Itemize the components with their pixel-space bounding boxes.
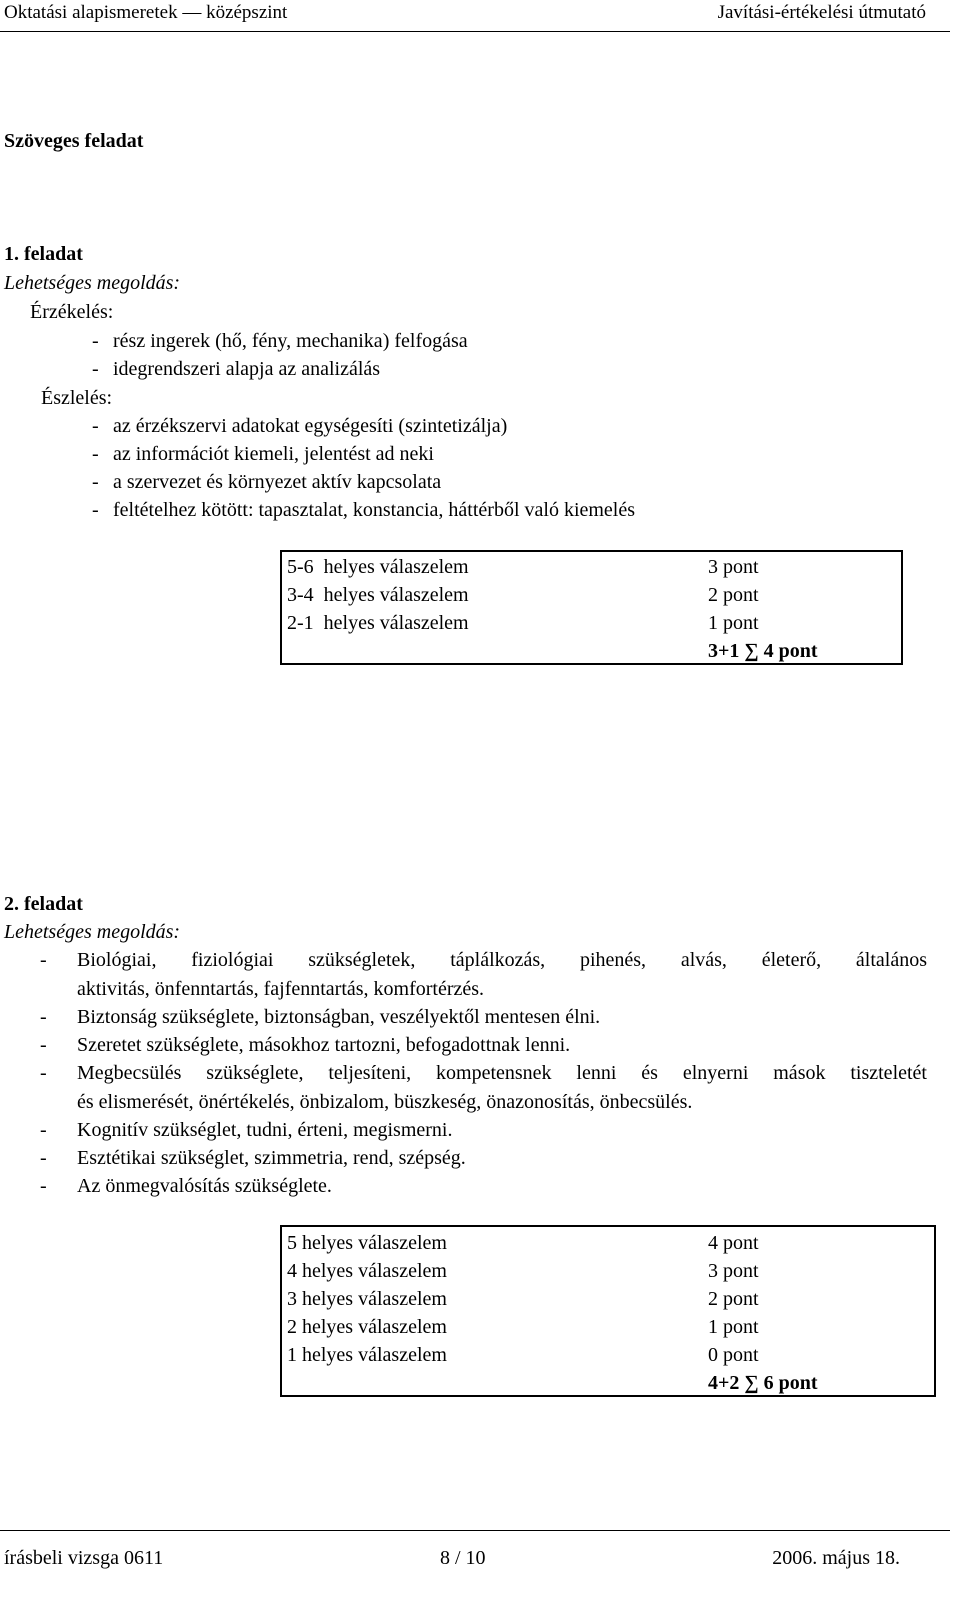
task2-scoring-points: 4 pont [708, 1232, 759, 1254]
task2-title: 2. feladat [4, 893, 83, 915]
task1-title: 1. feladat [4, 243, 83, 265]
header-rule [0, 31, 950, 32]
task2-bullet: - [40, 1147, 47, 1169]
task2-bullet: - [40, 1034, 47, 1056]
task1-bullet: - [92, 415, 99, 437]
task2-scoring-label: 1 helyes válaszelem [287, 1344, 447, 1366]
footer-left: írásbeli vizsga 0611 [4, 1547, 164, 1569]
task2-scoring-label: 2 helyes válaszelem [287, 1316, 447, 1338]
task1-bullet: - [92, 358, 99, 380]
task2-scoring-total: 4+2 ∑ 6 pont [708, 1372, 818, 1394]
task2-item-line: Biztonság szükséglete, biztonságban, veszélyektől mentesen élni. [77, 1006, 601, 1028]
task2-scoring-label: 3 helyes válaszelem [287, 1288, 447, 1310]
task1-eszleles-item: az információt kiemeli, jelentést ad neki [113, 443, 434, 465]
task1-bullet: - [92, 471, 99, 493]
task1-scoring-points: 3 pont [708, 556, 759, 578]
task2-item-line: aktivitás, önfenntartás, fajfenntartás, komfortérzés. [77, 978, 485, 1000]
task2-item-line: és elismerését, önértékelés, önbizalom, büszkeség, önazonosítás, önbecsülés. [77, 1091, 693, 1113]
task2-item-line: Esztétikai szükséglet, szimmetria, rend, szépség. [77, 1147, 466, 1169]
task1-scoring-label: 5-6 helyes válaszelem [287, 556, 469, 578]
task2-item-line: Megbecsülés szükséglete, teljesíteni, kompetensnek lenni és elnyerni mások tiszteletét [77, 1062, 927, 1084]
task1-scoring-label: 3-4 helyes válaszelem [287, 584, 469, 606]
task1-scoring-total: 3+1 ∑ 4 pont [708, 640, 818, 662]
task2-item-line: Az önmegvalósítás szükséglete. [77, 1175, 332, 1197]
task1-scoring-label: 2-1 helyes válaszelem [287, 612, 469, 634]
footer-right: 2006. május 18. [772, 1547, 900, 1569]
task1-eszleles-item: a szervezet és környezet aktív kapcsolata [113, 471, 442, 493]
task1-eszleles-item: feltételhez kötött: tapasztalat, konstancia, háttérből való kiemelés [113, 499, 636, 521]
task1-eszleles-item: az érzékszervi adatokat egységesíti (szintetizálja) [113, 415, 508, 437]
footer-page-number: 8 / 10 [440, 1547, 486, 1569]
task2-scoring-label: 4 helyes válaszelem [287, 1260, 447, 1282]
task1-erzekeles-item: rész ingerek (hő, fény, mechanika) felfogása [113, 330, 468, 352]
task2-bullet: - [40, 1062, 47, 1084]
task2-bullet: - [40, 1119, 47, 1141]
task1-erzekeles-item: idegrendszeri alapja az analizálás [113, 358, 381, 380]
task2-bullet: - [40, 1175, 47, 1197]
task1-scoring-points: 1 pont [708, 612, 759, 634]
task2-scoring-points: 0 pont [708, 1344, 759, 1366]
task1-scoring-points: 2 pont [708, 584, 759, 606]
task2-item-line: Biológiai, fiziológiai szükségletek, táplálkozás, pihenés, alvás, életerő, általános [77, 949, 927, 971]
task2-bullet: - [40, 949, 47, 971]
task2-item-line: Kognitív szükséglet, tudni, érteni, megismerni. [77, 1119, 453, 1141]
task1-eszleles-label: Észlelés: [41, 387, 113, 409]
task1-bullet: - [92, 443, 99, 465]
task2-bullet: - [40, 1006, 47, 1028]
task2-scoring-label: 5 helyes válaszelem [287, 1232, 447, 1254]
task1-subtitle: Lehetséges megoldás: [4, 272, 181, 294]
task2-item-line: Szeretet szükséglete, másokhoz tartozni, befogadottnak lenni. [77, 1034, 571, 1056]
footer-rule [0, 1530, 950, 1531]
task1-bullet: - [92, 330, 99, 352]
task1-erzekeles-label: Érzékelés: [30, 301, 114, 323]
section-title: Szöveges feladat [4, 130, 144, 152]
header-right: Javítási-értékelési útmutató [717, 2, 926, 23]
task2-scoring-points: 1 pont [708, 1316, 759, 1338]
header-left: Oktatási alapismeretek — középszint [4, 2, 288, 23]
task2-scoring-points: 2 pont [708, 1288, 759, 1310]
task2-subtitle: Lehetséges megoldás: [4, 921, 181, 943]
task2-scoring-points: 3 pont [708, 1260, 759, 1282]
task1-bullet: - [92, 499, 99, 521]
